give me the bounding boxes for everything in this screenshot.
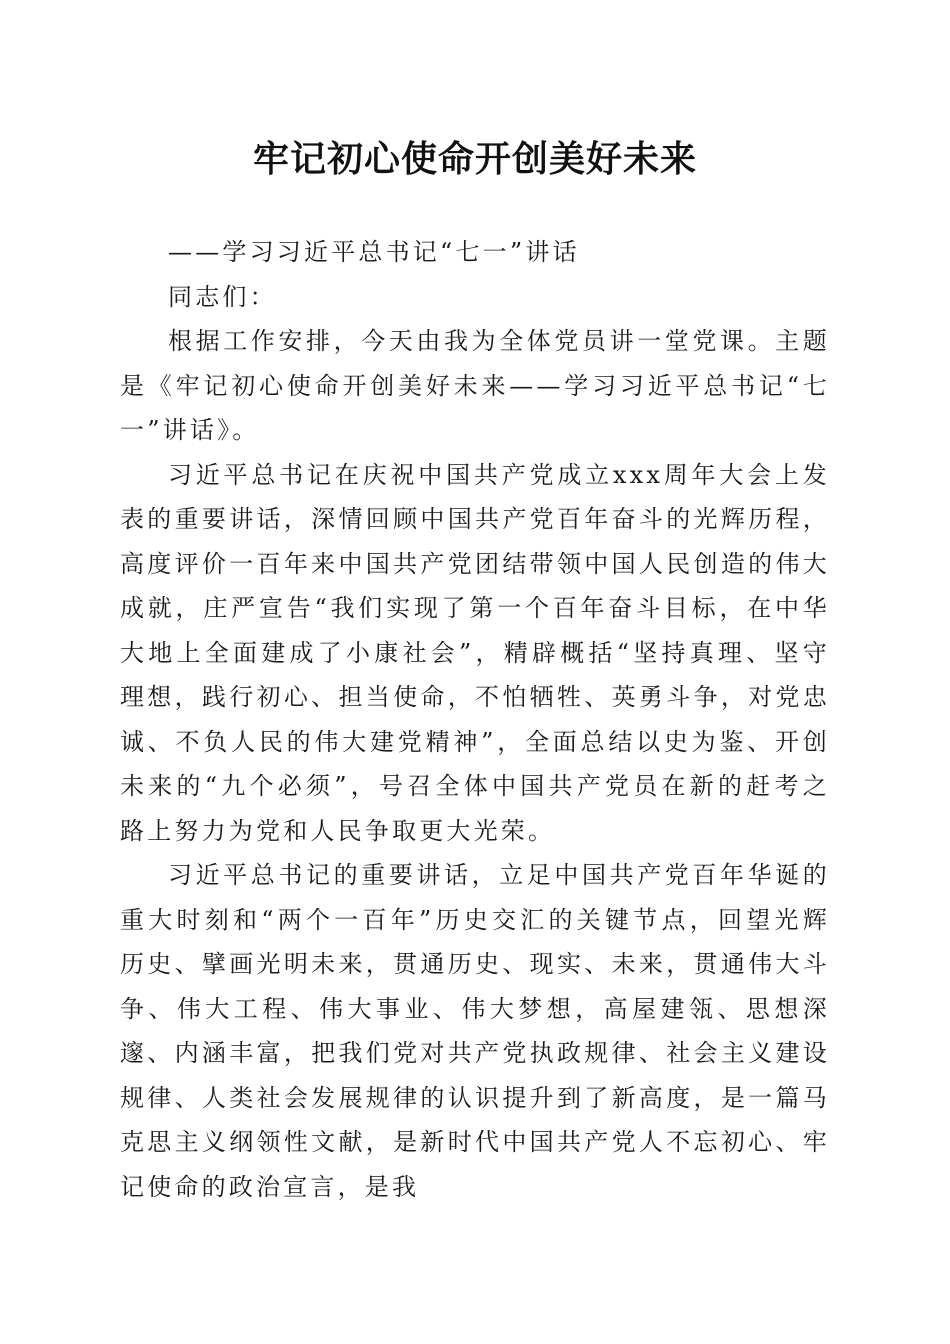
document-subtitle: ——学习习近平总书记“七一”讲话 xyxy=(168,238,580,266)
document-body xyxy=(120,230,830,1209)
paragraph-intro: 根据工作安排，今天由我为全体党员讲一堂党课。主题是《牢记初心使命开创美好未来——学习习近平总书记“七一”讲话》。 xyxy=(120,327,830,444)
paragraph-speech-significance: 习近平总书记的重要讲话，立足中国共产党百年华诞的重大时刻和“两个一百年”历史交汇的关键节点，回望光辉历史、擘画光明未来，贯通历史、现实、未来，贯通伟大斗争、伟大工程、伟大事业、伟大梦想，高屋建瓴、思想深邃、内涵丰富，把我们党对共产党执政规律、社会主义建设规律、人类社会发展规律的认识提升到了新高度，是一篇马克思主义纲领性文献，是新时代中国共产党人不忘初心、牢记使命的政治宣言，是我 xyxy=(120,861,830,1201)
document-title: 牢记初心使命开创美好未来 xyxy=(252,138,697,180)
salutation: 同志们： xyxy=(168,282,277,311)
paragraph-speech-summary: 习近平总书记在庆祝中国共产党成立xxx周年大会上发表的重要讲话，深情回顾中国共产党百年奋斗的光辉历程，高度评价一百年来中国共产党团结带领中国人民创造的伟大成就，庄严宣告“我们实现了第一个百年奋斗目标，在中华大地上全面建成了小康社会”，精辟概括“坚持真理、坚守理想，践行初心、担当使命，不怕牺牲、英勇斗争，对党忠诚、不负人民的伟大建党精神”，全面总结以史为鉴、开创未来的“九个必须”，号召全体中国共产党员在新的赶考之路上努力为党和人民争取更大光荣。 xyxy=(120,460,830,845)
